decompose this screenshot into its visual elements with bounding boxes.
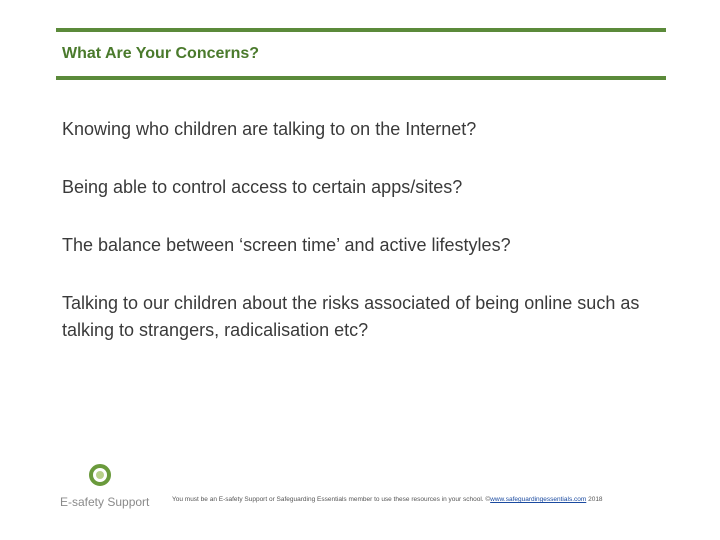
- bullet-list: [62, 116, 662, 344]
- footer-notice: [172, 496, 603, 503]
- bullet-item: Talking to our children about the risks associated of being online such as talking to strangers, radicalisation etc?: [62, 293, 640, 340]
- header-rule-bottom: [56, 76, 666, 80]
- footer-year: 2018: [586, 496, 603, 503]
- footer-link[interactable]: www.safeguardingessentials.com: [490, 496, 587, 503]
- footer-text: You must be an E-safety Support or Safeguarding Essentials member to use these resources in your school. ©: [172, 496, 491, 503]
- slide-title: What Are Your Concerns?: [62, 45, 260, 62]
- esafety-logo: [58, 460, 150, 516]
- bullet-item: Being able to control access to certain apps/sites?: [62, 177, 463, 197]
- bullet-item: Knowing who children are talking to on the Internet?: [62, 119, 477, 139]
- bullet-item: The balance between ‘screen time’ and active lifestyles?: [62, 235, 511, 255]
- header-rule-top: [56, 28, 666, 32]
- e-safety-ring-logo-icon: [89, 464, 111, 486]
- logo-text: E-safety Support: [60, 495, 150, 509]
